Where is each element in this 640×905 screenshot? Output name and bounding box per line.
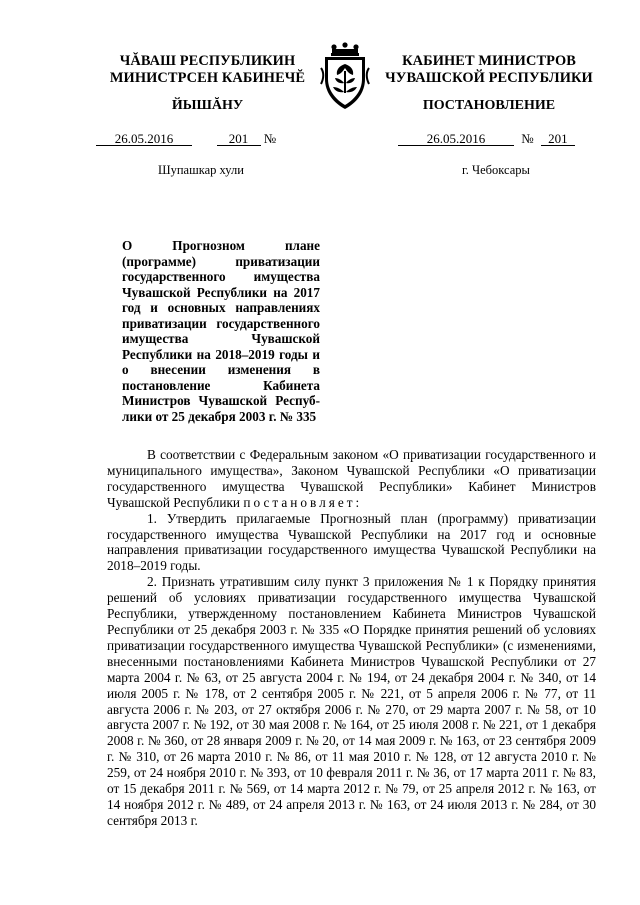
number-chuvash: 201 <box>217 132 261 146</box>
place-russian: г. Чебоксары <box>462 163 530 177</box>
date-number-russian <box>398 131 575 147</box>
document-body <box>107 447 596 829</box>
item-2-paragraph: 2. Признать утратившим силу пункт 3 приложения № 1 к Порядку принятия решений об условиях приватизации государственного имущества Чувашской Республики, утвержденному постановлением Кабинета Министров Чувашской Республики от 25 декабря 2003 г. № 335 «О Порядке принятия решений об условиях приватизации государственного имущества Чувашской Республики» (с изменениями, внесенными постановлениями Кабинета Министров Чувашской Республики от 27 марта 2004 г. № 63, от 25 августа 2004 г. № 194, от 24 декабря 2004 г. № 340, от 14 июля 2005 г. № 178, от 2 сентября 2005 г. № 221, от 5 апреля 2006 г. № 77, от 11 августа 2006 г. № 203, от 27 октября 2006 г. № 270, от 29 марта 2007 г. № 58, от 10 августа 2007 г. № 192, от 30 мая 2008 г. № 164, от 25 июля 2008 г. № 221, от 1 декабря 2008 г. № 360, от 28 января 2009 г. № 20, от 14 мая 2009 г. № 163, от 23 сентября 2009 г. № 310, от 26 марта 2010 г. № 86, от 11 мая 2010 г. № 128, от 12 августа 2010 г. № 259, от 24 ноября 2010 г. № 393, от 10 февраля 2011 г. № 36, от 17 марта 2011 г. № 83, от 15 декабря 2011 г. № 569, от 14 марта 2012 г. № 79, от 25 апреля 2012 г. № 163, от 14 ноября 2012 г. № 489, от 24 апреля 2013 г. № 163, от 24 июля 2013 г. № 284, от 30 сентября 2013 г. <box>107 574 596 828</box>
number-russian: 201 <box>541 132 575 146</box>
item-1-paragraph: 1. Утвердить прилагаемые Прогнозный план (программу) приватизации государственного имущества Чувашской Республики на 2017 год и основные направления приватизации государственного имущества Чувашской Республики на 2018–2019 годы. <box>107 510 596 574</box>
header-right <box>378 53 600 87</box>
org-name-chuvash-line1: ЧĂВАШ РЕСПУБЛИКИН <box>119 53 296 69</box>
org-name-chuvash-line2: МИНИСТРСЕН КАБИНЕЧĔ <box>109 70 306 86</box>
doc-type-russian-wrap <box>378 98 600 114</box>
doc-type-chuvash: ЙЫШĂНУ <box>171 98 244 113</box>
org-name-russian-line1: КАБИНЕТ МИНИСТРОВ <box>402 53 576 69</box>
doc-type-russian: ПОСТАНОВЛЕНИЕ <box>422 98 556 113</box>
document-title: О Прогнозном плане (программе) приватизации государственного имущества Чувашской Республики на 2017 год и основных направлениях приватизации государственного имущества Чувашской Республики на 2018–2019 годы и о внесении изменения в постановление Кабинета Министров Чувашской Республики от 25 декабря 2003 г. № 335 <box>122 238 320 424</box>
decree-word: постановляет: <box>243 494 363 510</box>
header-left <box>95 53 320 87</box>
doc-type-chuvash-wrap <box>95 98 320 114</box>
date-chuvash: 26.05.2016 <box>96 132 192 146</box>
number-sign-chuvash: № <box>263 131 277 146</box>
org-name-russian-line2: ЧУВАШСКОЙ РЕСПУБЛИКИ <box>385 70 593 86</box>
coat-of-arms-icon <box>319 40 371 112</box>
intro-paragraph <box>107 447 596 511</box>
intro-text: В соответствии с Федеральным законом «О приватизации государственного и муниципального имущества», Законом Чувашской Республики «О приватизации государственного имущества Чувашской Республики» Кабинет Министров Чувашской Республики <box>107 447 596 510</box>
number-sign-russian: № <box>521 131 534 146</box>
date-number-chuvash <box>96 131 276 147</box>
place-chuvash: Шупашкар хули <box>158 163 244 177</box>
date-russian: 26.05.2016 <box>398 132 514 146</box>
